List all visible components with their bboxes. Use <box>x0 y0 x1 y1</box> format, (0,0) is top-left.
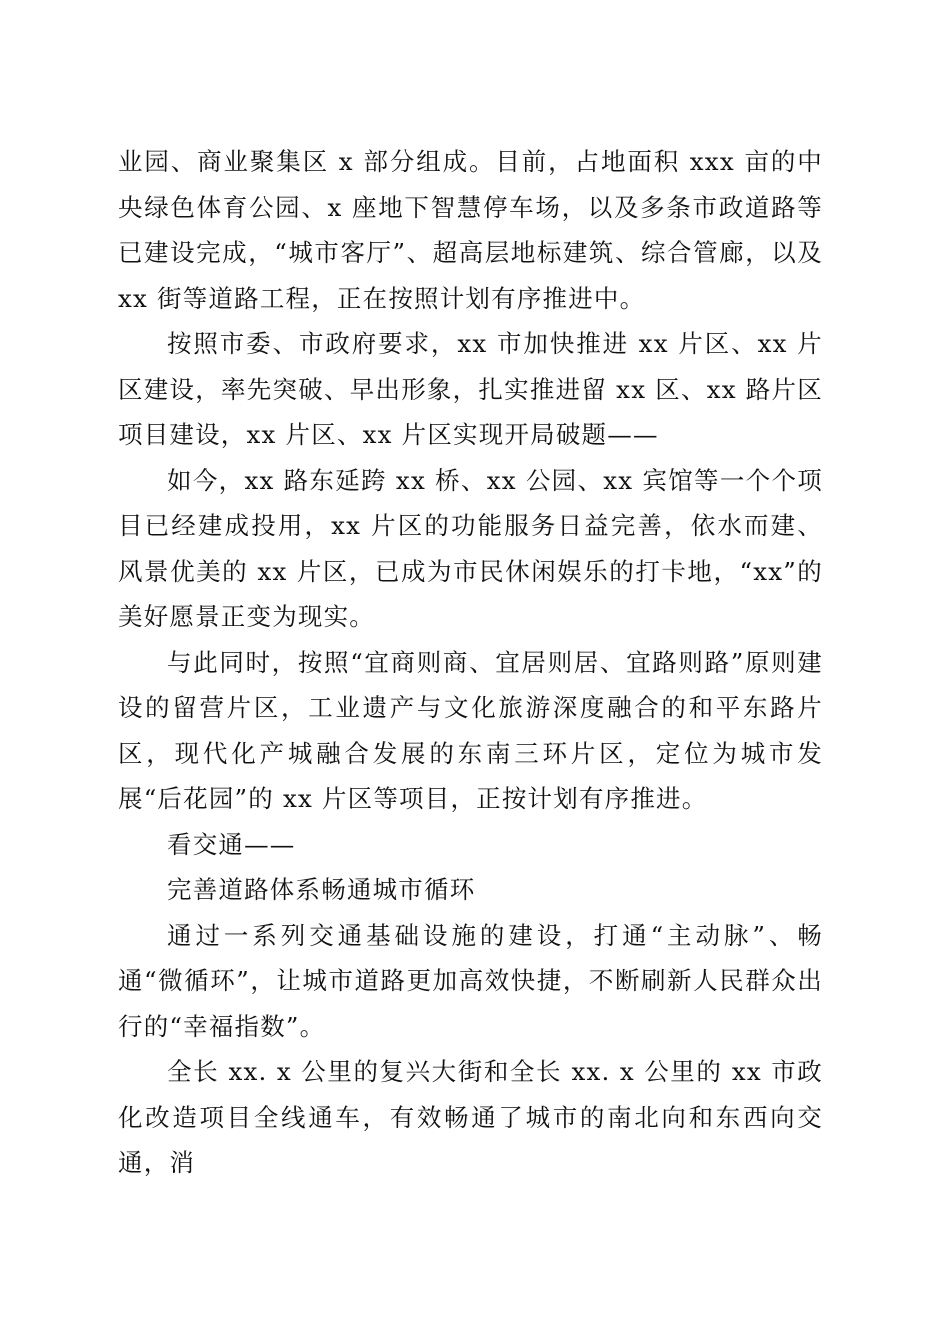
paragraph-2: 按照市委、市政府要求，xx 市加快推进 xx 片区、xx 片区建设，率先突破、早出形象，扎实推进留 xx 区、xx 路片区项目建设，xx 片区、xx 片区实现开局破题—— <box>118 329 823 449</box>
paragraph-4: 与此同时，按照“宜商则商、宜居则居、宜路则路”原则建设的留营片区，工业遗产与文化旅游深度融合的和平东路片区，现代化产城融合发展的东南三环片区，定位为城市发展“后花园”的 xx 片区等项目，正按计划有序推进。 <box>118 647 823 813</box>
section-subheading: 完善道路体系畅通城市循环 <box>167 875 476 904</box>
paragraph-6: 全长 xx. x 公里的复兴大街和全长 xx. x 公里的 xx 市政化改造项目全线通车，有效畅通了城市的南北向和东西向交通，消 <box>118 1057 823 1177</box>
document-page <box>118 139 823 1186</box>
section-heading-traffic: 看交通—— <box>167 829 296 859</box>
paragraph-3: 如今，xx 路东延跨 xx 桥、xx 公园、xx 宾馆等一个个项目已经建成投用，xx 片区的功能服务日益完善，依水而建、风景优美的 xx 片区，已成为市民休闲娱乐的打卡地，“xx”的美好愿景正变为现实。 <box>118 465 823 631</box>
paragraph-1: 业园、商业聚集区 x 部分组成。目前，占地面积 xxx 亩的中央绿色体育公园、x 座地下智慧停车场，以及多条市政道路等已建设完成，“城市客厅”、超高层地标建筑、综合管廊，以及 xx 街等道路工程，正在按照计划有序推进中。 <box>118 147 823 313</box>
paragraph-5: 通过一系列交通基础设施的建设，打通“主动脉”、畅通“微循环”，让城市道路更加高效快捷，不断刷新人民群众出行的“幸福指数”。 <box>118 920 823 1041</box>
